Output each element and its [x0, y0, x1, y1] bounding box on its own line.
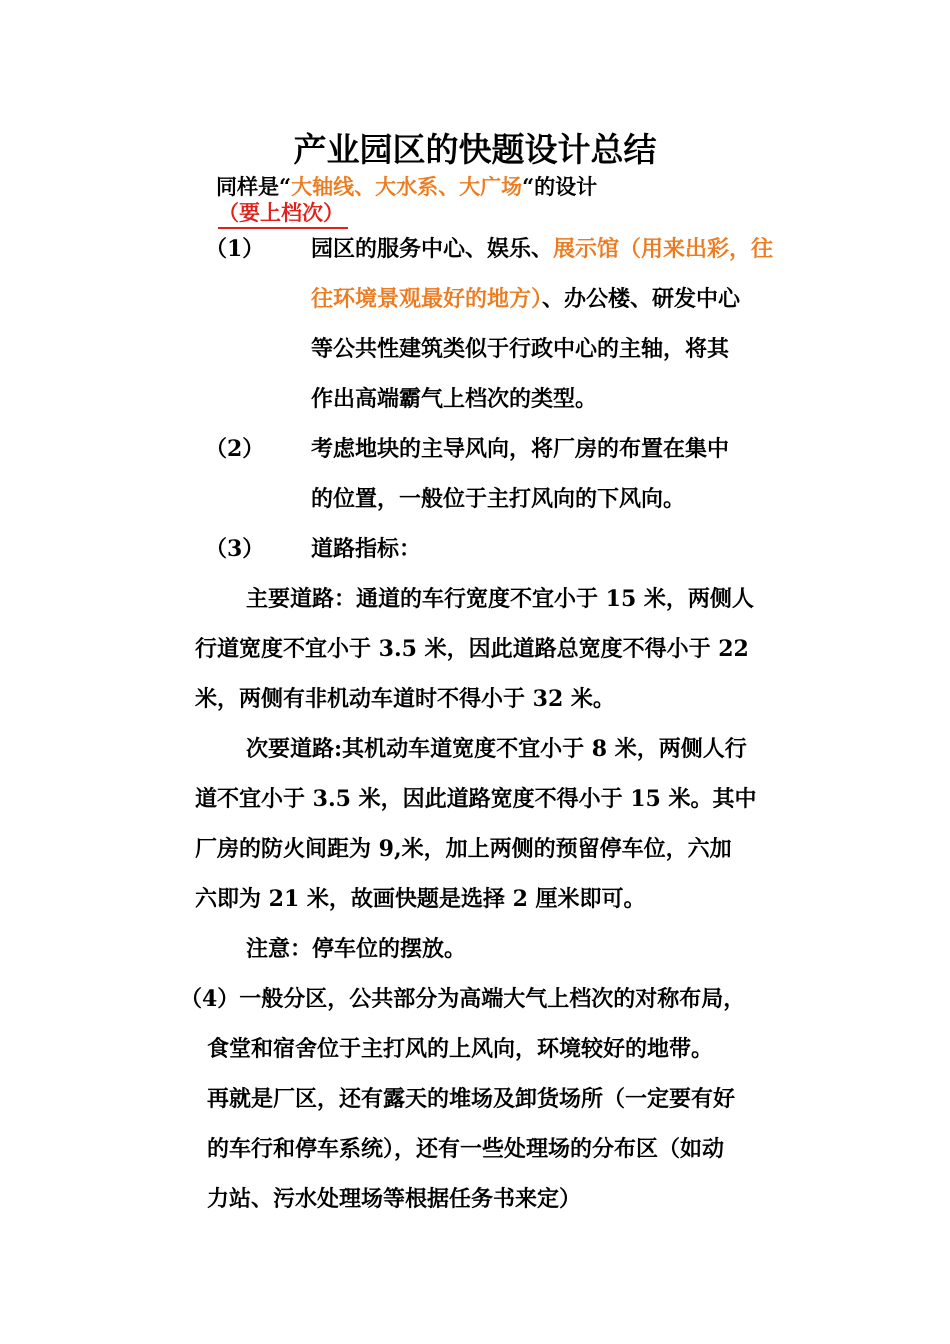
- subtitle-highlight: 大轴线、大水系、大广场: [291, 174, 523, 199]
- main-road-line-1: 主要道路：通道的车行宽度不宜小于 15 米，两侧人: [246, 586, 754, 612]
- item-3-line-1: 道路指标：: [311, 536, 422, 562]
- item-1-line-4: 作出高端霸气上档次的类型。: [311, 386, 598, 412]
- item-4-line-5: 力站、污水处理场等根据任务书来定）: [207, 1186, 582, 1212]
- item-4-line-3: 再就是厂区，还有露天的堆场及卸货场所（一定要有好: [207, 1086, 736, 1112]
- main-road-line-3: 米，两侧有非机动车道时不得小于 32 米。: [195, 686, 615, 712]
- quality-tag: （要上档次）: [218, 199, 348, 229]
- item-1-text-a: 园区的服务中心、娱乐、: [311, 236, 554, 262]
- subtitle: [216, 173, 597, 201]
- item-1-line-2: [311, 274, 740, 324]
- item-1-line-1: [311, 224, 773, 274]
- item-4-line-1: （4）一般分区，公共部分为高端大气上档次的对称布局，: [180, 986, 746, 1012]
- item-1-highlight-2: 往环境景观最好的地方）: [311, 286, 543, 312]
- item-2-line-2: 的位置，一般位于主打风向的下风向。: [311, 486, 686, 512]
- secondary-road-line-1: 次要道路:其机动车道宽度不宜小于 8 米，两侧人行: [246, 736, 747, 762]
- item-1-line-3: 等公共性建筑类似于行政中心的主轴，将其: [311, 336, 730, 362]
- secondary-road-line-2: 道不宜小于 3.5 米，因此道路宽度不得小于 15 米。其中: [195, 786, 757, 812]
- parking-note: 注意：停车位的摆放。: [246, 936, 467, 962]
- item-number-3: （3）: [205, 536, 265, 562]
- page-title: 产业园区的快题设计总结: [293, 130, 657, 169]
- item-number-1: （1）: [205, 236, 265, 262]
- item-1-text-b: 、办公楼、研发中心: [542, 286, 741, 312]
- item-2-line-1: 考虑地块的主导风向，将厂房的布置在集中: [311, 436, 730, 462]
- item-4-line-4: 的车行和停车系统），还有一些处理场的分布区（如动: [207, 1136, 725, 1162]
- subtitle-prefix: 同样是“: [216, 174, 292, 199]
- main-road-line-2: 行道宽度不宜小于 3.5 米，因此道路总宽度不得小于 22: [195, 636, 749, 662]
- item-number-2: （2）: [205, 436, 265, 462]
- item-1-highlight-1: 展示馆（用来出彩，往: [553, 236, 774, 262]
- item-4-line-2: 食堂和宿舍位于主打风的上风向，环境较好的地带。: [207, 1036, 714, 1062]
- secondary-road-line-4: 六即为 21 米，故画快题是选择 2 厘米即可。: [195, 886, 646, 912]
- secondary-road-line-3: 厂房的防火间距为 9,米，加上两侧的预留停车位，六加: [195, 836, 732, 862]
- subtitle-suffix: “的设计: [522, 174, 598, 199]
